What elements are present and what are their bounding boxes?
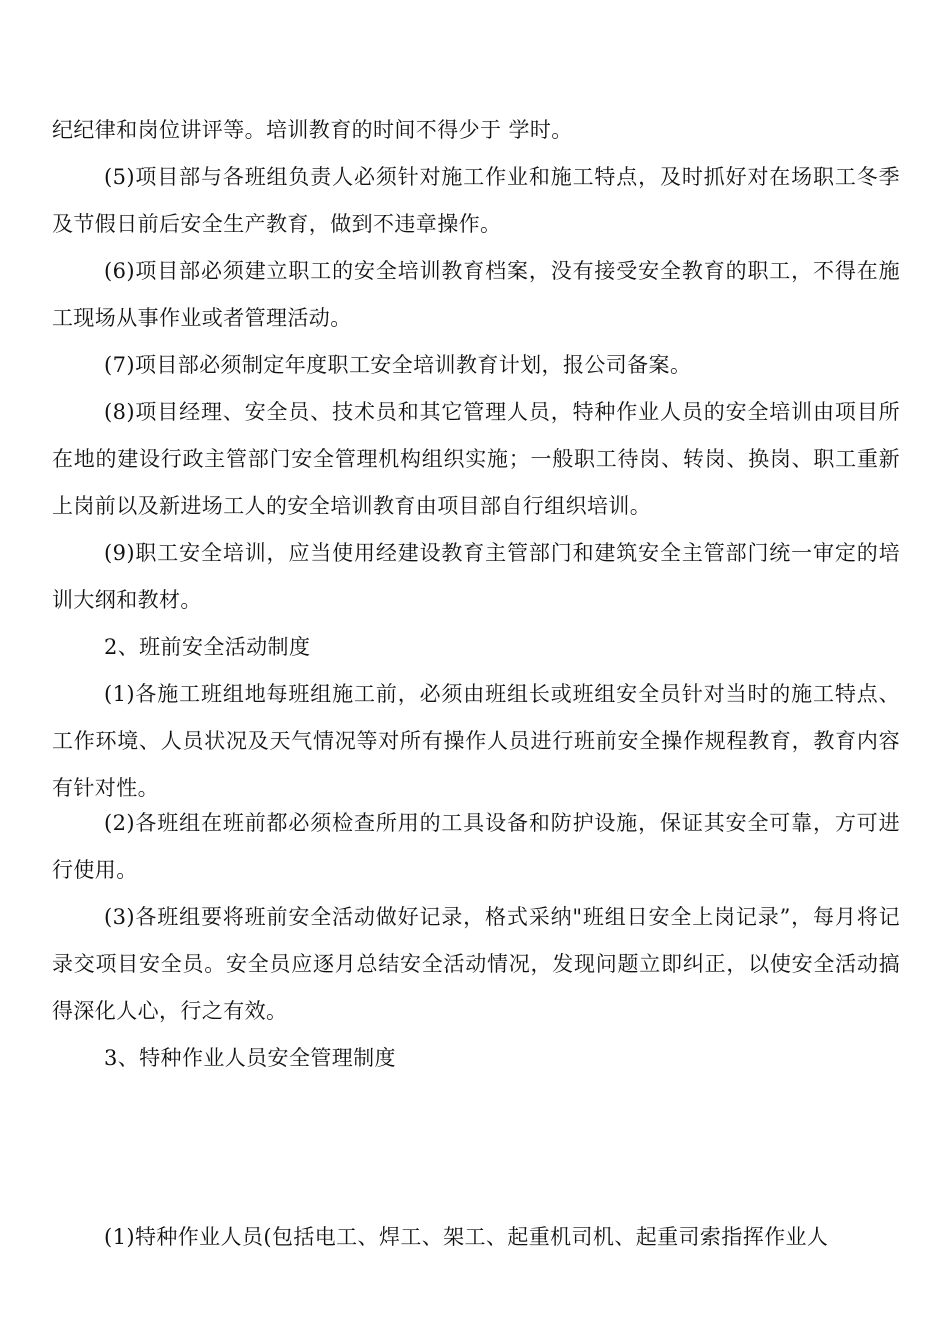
- paragraph-section2-item-1: (1)各施工班组地每班组施工前，必须由班组长或班组安全员针对当时的施工特点、工作环境、人员状况及天气情况等对所有操作人员进行班前安全操作规程教育，教育内容有针对性。: [52, 682, 900, 800]
- paragraph-section2-item-3: (3)各班组要将班前安全活动做好记录，格式采纳"班组日安全上岗记录”，每月将记录交项目安全员。安全员应逐月总结安全活动情况，发现问题立即纠正，以使安全活动搞得深化人心，行之有效。: [52, 905, 900, 1023]
- section-heading-3: 3、特种作业人员安全管理制度: [104, 1046, 396, 1070]
- paragraph-training-hours: 纪纪律和岗位讲评等。培训教育的时间不得少于 学时。: [52, 118, 573, 142]
- paragraph-item-5: (5)项目部与各班组负责人必须针对施工作业和施工特点，及时抓好对在场职工冬季及节假日前后安全生产教育，做到不违章操作。: [52, 165, 900, 236]
- paragraph-section2-item-2: (2)各班组在班前都必须检查所用的工具设备和防护设施，保证其安全可靠，方可进行使用。: [52, 811, 900, 882]
- paragraph-section3-item-1: (1)特种作业人员(包括电工、焊工、架工、起重机司机、起重司索指挥作业人: [104, 1225, 829, 1249]
- paragraph-item-9: (9)职工安全培训，应当使用经建设教育主管部门和建筑安全主管部门统一审定的培训大纲和教材。: [52, 541, 900, 612]
- section-heading-2: 2、班前安全活动制度: [104, 635, 311, 659]
- paragraph-item-8: (8)项目经理、安全员、技术员和其它管理人员，特种作业人员的安全培训由项目所在地的建设行政主管部门安全管理机构组织实施；一般职工待岗、转岗、换岗、职工重新上岗前以及新进场工人的安全培训教育由项目部自行组织培训。: [52, 400, 900, 518]
- paragraph-item-7: (7)项目部必须制定年度职工安全培训教育计划，报公司备案。: [104, 353, 692, 377]
- paragraph-item-6: (6)项目部必须建立职工的安全培训教育档案，没有接受安全教育的职工，不得在施工现场从事作业或者管理活动。: [52, 259, 900, 330]
